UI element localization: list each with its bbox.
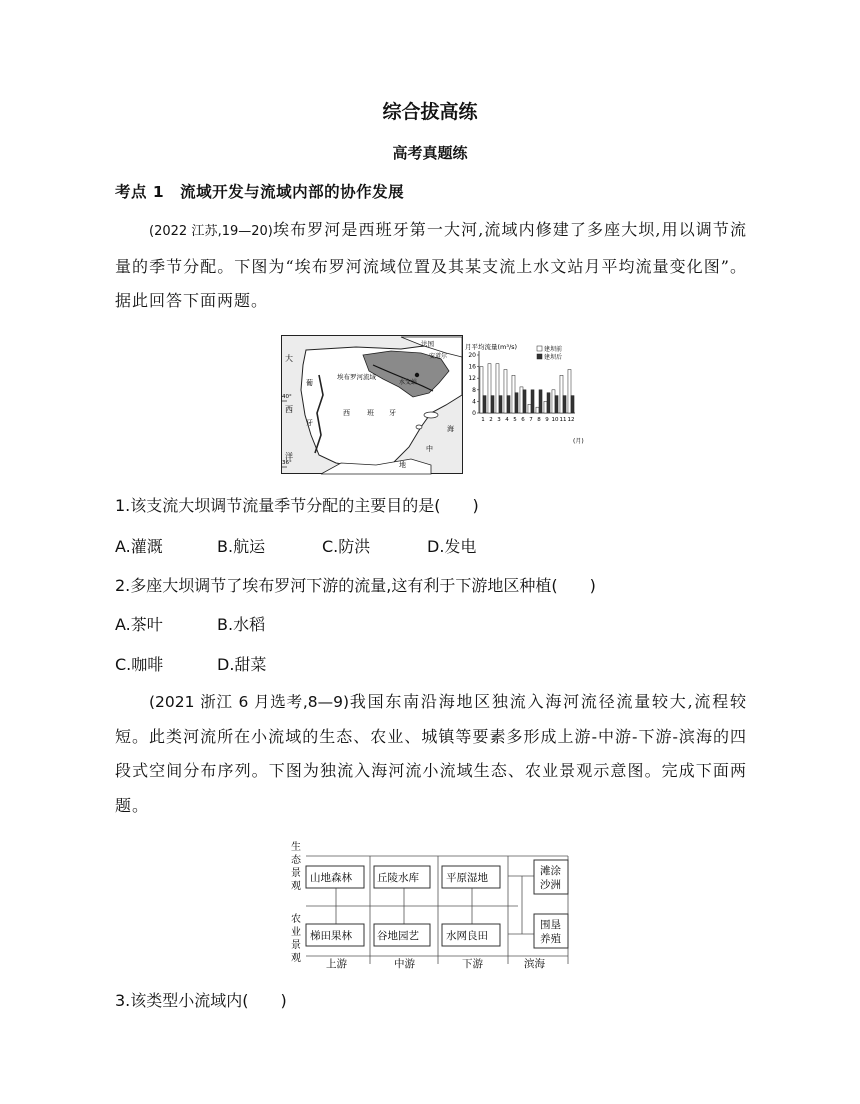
map-label-spain-xi: 西: [343, 409, 350, 417]
bar-after-9: [547, 393, 550, 413]
passage-1: [115, 213, 747, 319]
x-tick-label: 8: [537, 417, 541, 423]
x-tick-label: 12: [567, 417, 575, 423]
map-label-pu: 葡: [306, 379, 313, 387]
bar-before-9: [544, 401, 547, 413]
eco-box-upstream: 山地森林: [310, 872, 352, 884]
bar-after-12: [571, 396, 574, 413]
map-label-lat36: 36°: [282, 460, 292, 466]
page-title: 综合拔高练: [382, 101, 478, 123]
y-tick-label: 8: [472, 386, 476, 394]
legend-label: 建坝前: [544, 346, 563, 353]
bar-after-8: [539, 390, 542, 413]
map-label-da: 大: [285, 354, 293, 363]
y-tick-label: 4: [472, 398, 476, 406]
bar-before-2: [488, 364, 491, 413]
map-label-lat40: 40°: [282, 394, 292, 400]
map-label-yang: 洋: [285, 452, 293, 461]
legend-label: 建坝后: [544, 354, 563, 361]
map-label-france: 法国: [421, 340, 434, 348]
y-tick-label: 0: [472, 410, 476, 417]
q1-option-d[interactable]: D.发电: [427, 537, 477, 556]
bar-after-11: [563, 396, 566, 413]
question-1: 1.该支流大坝调节流量季节分配的主要目的是( ): [115, 496, 479, 515]
coast-bottom-line-2: 养殖: [540, 933, 561, 945]
landscape-diagram: [286, 838, 574, 974]
chart-bars: [480, 364, 574, 413]
chart-legend: [537, 345, 562, 361]
x-tick-label: 2: [489, 417, 493, 423]
map-label-andorra: 安道尔: [429, 353, 448, 360]
zone-midstream: 中游: [394, 958, 415, 970]
x-tick-label: 1: [481, 417, 485, 423]
map-label-hai: 海: [447, 425, 454, 433]
q1-option-c[interactable]: C.防洪: [322, 537, 371, 556]
x-tick-label: 5: [513, 417, 517, 423]
bar-before-8: [536, 407, 539, 413]
map-label-xi: 西: [285, 405, 293, 414]
bar-after-6: [523, 390, 526, 413]
bar-before-11: [560, 375, 563, 413]
map-label-basin: 埃布罗河流域: [337, 373, 376, 381]
bar-after-4: [507, 396, 510, 413]
q1-option-b[interactable]: B.航运: [217, 537, 266, 556]
section-heading: 考点 1 流域开发与流域内部的协作发展: [115, 183, 405, 201]
passage-1-text: 埃布罗河是西班牙第一大河,流域内修建了多座大坝,用以调节流量的季节分配。下图为“埃布罗河流域位置及其某支流上水文站月平均流量变化图”。据此回答下面两题。: [115, 220, 747, 310]
eco-label-3: 景: [291, 868, 301, 879]
bar-after-2: [491, 396, 494, 413]
x-tick-label: 3: [497, 417, 501, 423]
map-label-ya: 牙: [306, 419, 313, 427]
x-tick-label: 4: [505, 417, 509, 423]
bar-before-4: [504, 370, 507, 414]
eco-label-2: 态: [291, 855, 301, 866]
landscape-diagram-svg: [286, 838, 574, 974]
agri-box-midstream: 谷地园艺: [377, 930, 419, 942]
agri-box-downstream: 水网良田: [446, 930, 488, 942]
chart-ylabel: 月平均流量(m³/s): [465, 343, 518, 351]
x-tick-label: 7: [529, 417, 533, 423]
map-label-station: 水文站: [399, 379, 418, 386]
y-tick-label: 20: [468, 352, 476, 359]
bar-after-1: [483, 396, 486, 413]
coast-top-line-1: 滩涂: [540, 865, 561, 877]
eco-box-midstream: 丘陵水库: [377, 872, 419, 884]
y-tick-label: 12: [468, 375, 476, 383]
x-tick-label: 10: [551, 417, 559, 423]
bar-after-3: [499, 396, 502, 413]
y-tick-label: 16: [468, 363, 476, 371]
agri-label-4: 观: [291, 953, 301, 964]
passage-2-source: (2021 浙江 6 月选考,8—9): [149, 693, 350, 711]
passage-2-text: 我国东南沿海地区独流入海河流径流量较大,流程较短。此类河流所在小流域的生态、农业、城镇等要素多形成上游-中游-下游-滨海的四段式空间分布序列。下图为独流入海河流小流域生态、农业景观示意图。完成下面两题。: [115, 692, 747, 815]
x-tick-label: 6: [521, 417, 525, 423]
coast-bottom-line-1: 围垦: [540, 919, 561, 931]
chart-xlabel: (月): [573, 438, 584, 445]
eco-label-4: 观: [291, 881, 301, 892]
zone-downstream: 下游: [462, 958, 483, 970]
eco-label-1: 生: [291, 842, 301, 853]
map-label-zhong: 中: [426, 445, 433, 453]
bar-after-7: [531, 390, 534, 413]
coast-top-line-2: 沙洲: [540, 879, 561, 891]
eco-box-downstream: 平原湿地: [446, 872, 488, 884]
agri-label-1: 农: [291, 914, 301, 925]
flow-chart: [465, 335, 591, 445]
bar-before-5: [512, 375, 515, 413]
bar-before-10: [552, 390, 555, 413]
q2-option-b[interactable]: B.水稻: [217, 615, 266, 634]
q1-option-a[interactable]: A.灌溉: [115, 537, 163, 556]
legend-swatch: [537, 354, 542, 359]
bar-before-12: [568, 370, 571, 414]
bar-before-6: [520, 387, 523, 413]
bar-after-5: [515, 393, 518, 413]
zone-upstream: 上游: [326, 958, 347, 970]
passage-2: [115, 685, 747, 823]
question-2: 2.多座大坝调节了埃布罗河下游的流量,这有利于下游地区种植( ): [115, 576, 596, 595]
ebro-figure: [281, 335, 591, 475]
bar-before-3: [496, 364, 499, 413]
q2-option-d[interactable]: D.甜菜: [217, 655, 267, 674]
agri-box-upstream: 梯田果林: [310, 930, 352, 942]
q2-option-c[interactable]: C.咖啡: [115, 655, 164, 674]
question-3: 3.该类型小流域内( ): [115, 991, 287, 1010]
q2-option-a[interactable]: A.茶叶: [115, 615, 163, 634]
bar-after-10: [555, 396, 558, 413]
x-tick-label: 9: [545, 417, 549, 423]
map-label-spain-ya: 牙: [389, 409, 396, 417]
legend-swatch: [537, 346, 542, 351]
x-tick-label: 11: [559, 417, 567, 423]
zone-coastal: 滨海: [524, 958, 545, 970]
agri-label-3: 景: [291, 940, 301, 951]
bar-before-7: [528, 404, 531, 413]
page-subtitle: 高考真题练: [392, 144, 468, 162]
map-label-di: 地: [399, 461, 406, 469]
bar-before-1: [480, 367, 483, 413]
agri-label-2: 业: [291, 927, 301, 938]
passage-1-source: (2022 江苏,19—20): [149, 224, 273, 239]
map-label-spain-ban: 班: [367, 409, 374, 417]
